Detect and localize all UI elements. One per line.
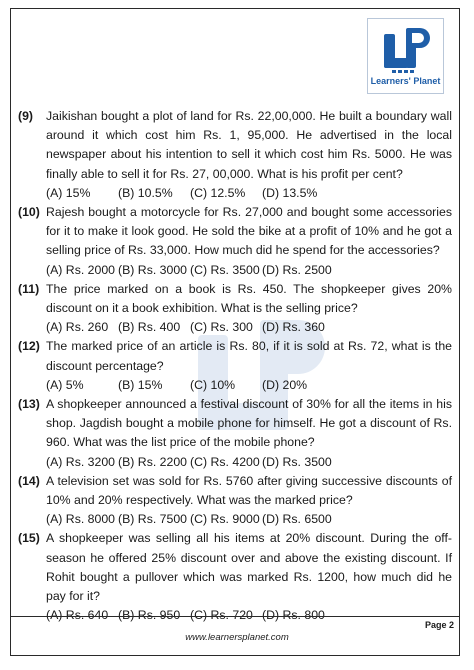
- options-row: [46, 261, 452, 280]
- option-c: (C) Rs. 3500: [190, 262, 260, 277]
- option-c: (C) 12.5%: [190, 185, 246, 200]
- question-text: A television set was sold for Rs. 5760 after giving successive discounts of 10% and 20% respectively. What was the marked price?: [46, 473, 452, 508]
- options-row: [46, 453, 452, 472]
- question-11: [18, 280, 452, 338]
- questions-list: [18, 107, 452, 625]
- option-d: (D) Rs. 2500: [262, 262, 332, 277]
- option-c: (C) Rs. 4200: [190, 454, 260, 469]
- question-text: Rajesh bought a motorcycle for Rs. 27,000 and bought some accessories for it to make it look good. He sold the bike at a profit of 10% and he got a selling price of Rs. 33,000. How much did he spend for the accessories?: [46, 205, 452, 258]
- option-c: (C) Rs. 300: [190, 320, 253, 335]
- option-b: (B) Rs. 7500: [118, 512, 188, 527]
- option-c: (C) 10%: [190, 377, 236, 392]
- option-d: (D) Rs. 6500: [262, 512, 332, 527]
- logo-brand-name: Learners' Planet: [370, 76, 441, 86]
- question-number: (10): [18, 205, 40, 220]
- option-a: (A) Rs. 3200: [46, 454, 116, 469]
- question-number: (9): [18, 109, 34, 123]
- question-number: (13): [18, 397, 40, 412]
- option-d: (D) 13.5%: [262, 185, 318, 200]
- option-d: (D) 20%: [262, 377, 308, 392]
- lp-logo-icon: [382, 24, 431, 74]
- question-number: (11): [18, 281, 40, 296]
- option-b: (B) 10.5%: [118, 185, 173, 200]
- option-b: (B) Rs. 950: [118, 608, 181, 623]
- question-15: [18, 529, 452, 625]
- option-a: (A) 5%: [46, 377, 84, 392]
- option-a: (A) Rs. 640: [46, 608, 109, 623]
- option-c: (C) Rs. 720: [190, 608, 253, 623]
- question-9: [18, 107, 452, 203]
- option-d: (D) Rs. 360: [262, 320, 325, 335]
- option-a: (A) Rs. 2000: [46, 262, 116, 277]
- question-text: The marked price of an article is Rs. 80, if it is sold at Rs. 72, what is the discount percentage?: [46, 339, 452, 373]
- options-row: [46, 510, 452, 529]
- option-c: (C) Rs. 9000: [190, 512, 260, 527]
- option-d: (D) Rs. 3500: [262, 454, 332, 469]
- option-b: (B) Rs. 3000: [118, 262, 188, 277]
- option-d: (D) Rs. 800: [262, 608, 325, 623]
- learners-planet-logo: [367, 18, 444, 94]
- question-10: [18, 203, 452, 280]
- footer-divider: [10, 616, 460, 617]
- option-b: (B) Rs. 400: [118, 320, 181, 335]
- option-b: (B) 15%: [118, 377, 163, 392]
- options-row: [46, 318, 452, 337]
- options-row: [46, 376, 452, 395]
- question-text: A shopkeeper announced a festival discount of 30% for all the items in his shop. Jagdish bought a mobile phone for himself. He got a discount of Rs. 960. What was the list price of the mobile phone?: [46, 397, 452, 450]
- footer-url-link[interactable]: www.learnersplanet.com: [185, 632, 289, 643]
- question-number: (15): [18, 531, 40, 546]
- question-12: [18, 337, 452, 395]
- question-number: (12): [18, 339, 40, 354]
- question-text: Jaikishan bought a plot of land for Rs. 22,00,000. He built a boundary wall around it which cost him Rs. 1, 95,000. He advertised in the local newspaper about his intention to sell it which cost him Rs. 5000. He was finally able to sell it for Rs. 27, 00,000. What is his profit per cent?: [46, 109, 452, 181]
- page-number: Page 2: [424, 620, 454, 630]
- option-a: (A) Rs. 8000: [46, 512, 116, 527]
- option-b: (B) Rs. 2200: [118, 454, 188, 469]
- option-a: (A) Rs. 260: [46, 320, 109, 335]
- question-14: [18, 472, 452, 530]
- options-row: [46, 184, 452, 203]
- question-13: [18, 395, 452, 472]
- question-text: The price marked on a book is Rs. 450. The shopkeeper gives 20% discount on it a book exhibition. What is the selling price?: [46, 281, 452, 316]
- question-text: A shopkeeper was selling all his items at 20% discount. During the off-season he offered 25% discount over and above the existing discount. If Rohit bought a pullover which was marked Rs. 1200, how much did he pay for it?: [46, 531, 452, 604]
- option-a: (A) 15%: [46, 185, 91, 200]
- question-number: (14): [18, 473, 40, 488]
